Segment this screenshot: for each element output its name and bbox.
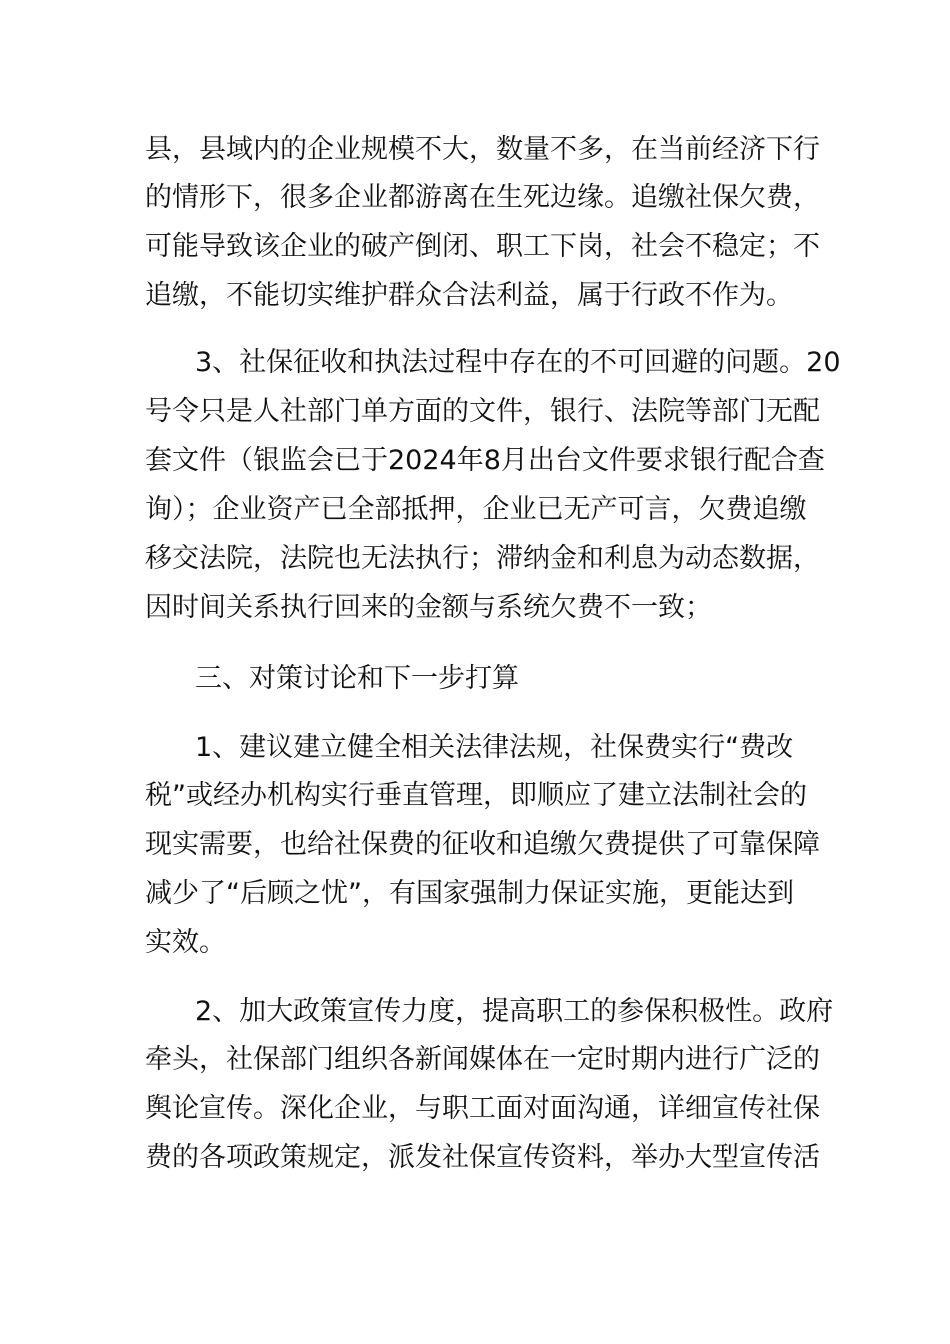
paragraph-strategy-2-line-3: 舆论宣传。深化企业，与职工面对面沟通，详细宣传社保	[145, 1093, 820, 1124]
paragraph-strategy-2-line-1: 2、加大政策宣传力度，提高职工的参保积极性。政府	[195, 996, 834, 1027]
paragraph-item-3-line-6: 因时间关系执行回来的金额与系统欠费不一致；	[145, 592, 712, 623]
paragraph-item-3-line-5: 移交法院，法院也无法执行；滞纳金和利息为动态数据，	[145, 543, 820, 574]
section-heading: 三、对策讨论和下一步打算	[195, 663, 519, 694]
paragraph-continued-line-2: 的情形下，很多企业都游离在生死边缘。追缴社保欠费，	[145, 182, 820, 213]
paragraph-item-3-line-3: 套文件（银监会已于2024年8月出台文件要求银行配合查	[145, 445, 825, 476]
paragraph-strategy-1-line-3: 现实需要，也给社保费的征收和追缴欠费提供了可靠保障	[145, 829, 820, 860]
paragraph-item-3-line-4: 询）；企业资产已全部抵押，企业已无产可言，欠费追缴	[145, 494, 807, 525]
paragraph-strategy-1-line-4: 减少了“后顾之忧”，有国家强制力保证实施，更能达到	[145, 878, 794, 909]
paragraph-strategy-1-line-5: 实效。	[145, 927, 226, 958]
paragraph-continued-line-3: 可能导致该企业的破产倒闭、职工下岗，社会不稳定；不	[145, 231, 820, 262]
paragraph-continued-line-4: 追缴，不能切实维护群众合法利益，属于行政不作为。	[145, 280, 793, 311]
paragraph-item-3-line-1: 3、社保征收和执法过程中存在的不可回避的问题。20	[195, 347, 841, 378]
paragraph-strategy-1-line-2: 税”或经办机构实行垂直管理，即顺应了建立法制社会的	[145, 780, 807, 811]
paragraph-continued-line-1: 县，县域内的企业规模不大，数量不多，在当前经济下行	[145, 134, 820, 165]
paragraph-item-3-line-2: 号令只是人社部门单方面的文件，银行、法院等部门无配	[145, 396, 820, 427]
paragraph-strategy-1-line-1: 1、建议建立健全相关法律法规，社保费实行“费改	[195, 732, 794, 763]
paragraph-strategy-2-line-4: 费的各项政策规定，派发社保宣传资料，举办大型宣传活	[145, 1142, 820, 1173]
paragraph-strategy-2-line-2: 牵头，社保部门组织各新闻媒体在一定时期内进行广泛的	[145, 1044, 820, 1075]
